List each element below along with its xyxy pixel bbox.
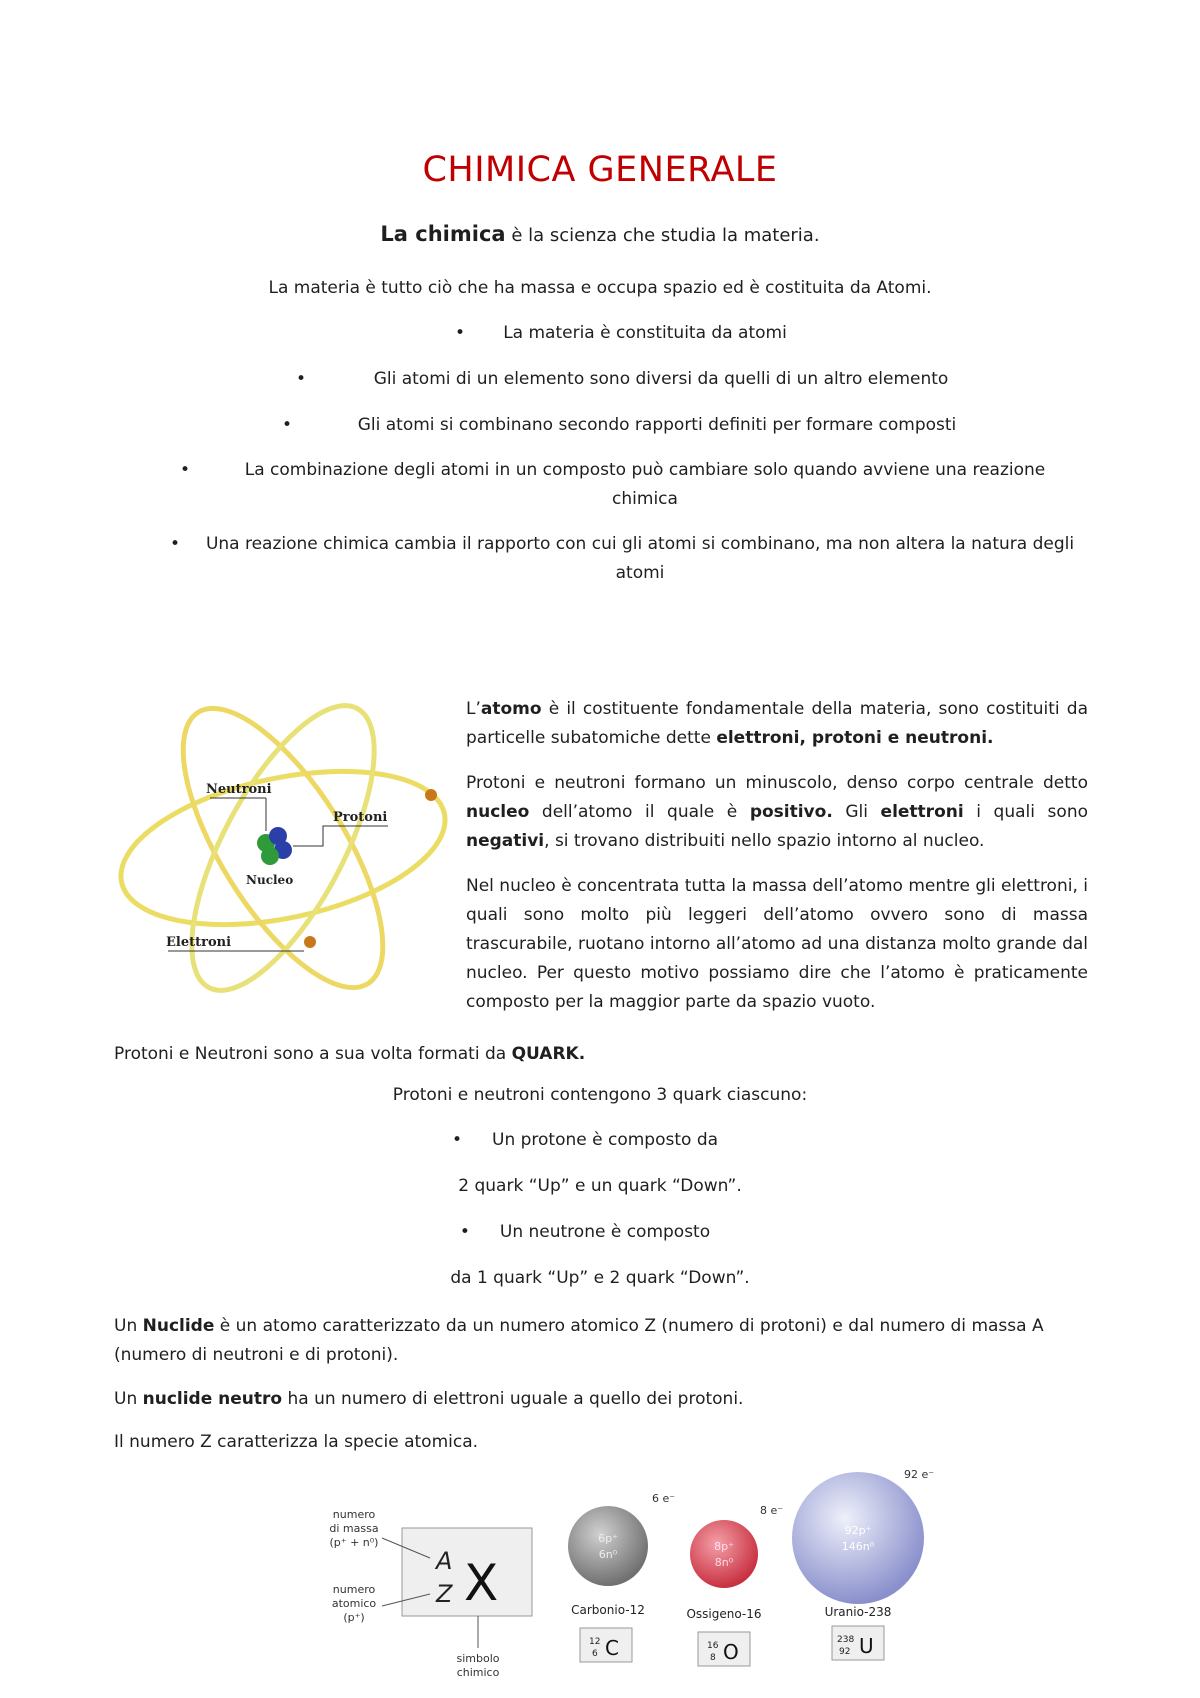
mass-label-line: (p⁺ + n⁰): [329, 1536, 379, 1549]
quark-bullet: [0, 1222, 1200, 1242]
text-run: dell’atomo il quale è: [529, 802, 750, 822]
list-item: [282, 411, 1002, 440]
quark-bullet-text: Un protone è composto da: [492, 1130, 719, 1150]
list-item-text: Gli atomi si combinano secondo rapporti definiti per formare composti: [357, 415, 957, 435]
carbon-electrons: 6 e⁻: [652, 1492, 676, 1505]
text-run: L’: [466, 699, 481, 719]
leader-line: [293, 826, 388, 846]
bold-run: elettroni, protoni e neutroni.: [716, 728, 994, 748]
quark-intro-bold: QUARK.: [511, 1044, 586, 1064]
nuclide-text: Un: [114, 1389, 143, 1409]
uranium-protons: 92p⁺: [844, 1524, 872, 1537]
neutroni-label: Neutroni: [206, 782, 272, 797]
bold-run: positivo.: [749, 802, 833, 822]
uranium-symbol: U: [859, 1634, 874, 1658]
nuclide-diagram: [318, 1466, 948, 1682]
atomic-label-line: numero: [332, 1583, 376, 1596]
oxygen-atom: [690, 1520, 758, 1588]
electron-icon: [304, 936, 316, 948]
quark-intro: [114, 1040, 1094, 1069]
page-title: CHIMICA GENERALE: [422, 150, 778, 190]
oxygen-neutrons: 8n⁰: [714, 1556, 734, 1569]
atom-description: [466, 695, 1088, 1033]
electron-icon: [425, 789, 437, 801]
carbon-name: Carbonio-12: [571, 1603, 645, 1617]
quark-bullet-text: Un neutrone è composto: [499, 1222, 711, 1242]
bullet-icon: •: [459, 1222, 470, 1242]
list-item: [455, 319, 805, 348]
bullet-icon: •: [455, 323, 466, 343]
nuclide-text: è un atomo caratterizzato da un numero atomico Z (numero di protoni) e dal numero di massa A (numero di neutroni e di protoni).: [114, 1316, 1044, 1365]
uranium-name: Uranio-238: [824, 1605, 892, 1619]
carbon-atom: [568, 1506, 648, 1586]
element-symbol: X: [464, 1554, 499, 1612]
nuclide-paragraph-3: Il numero Z caratterizza la specie atomica.: [114, 1432, 479, 1452]
list-item-text: Una reazione chimica cambia il rapporto con cui gli atomi si combinano, ma non altera la natura degli atomi: [205, 534, 1075, 583]
quark-line: Protoni e neutroni contengono 3 quark ciascuno:: [392, 1085, 808, 1105]
list-item-text: La materia è constituita da atomi: [503, 323, 787, 343]
carbon-protons: 6p⁺: [598, 1532, 618, 1545]
uranium-mass: 238: [837, 1635, 855, 1645]
oxygen-name: Ossigeno-16: [686, 1607, 762, 1621]
nuclide-bold: Nuclide: [142, 1316, 215, 1336]
bullet-icon: •: [180, 460, 191, 480]
quark-line: da 1 quark “Up” e 2 quark “Down”.: [450, 1268, 750, 1288]
proton-icon: [261, 847, 279, 865]
bullet-icon: •: [451, 1130, 462, 1150]
list-item-text: Gli atomi di un elemento sono diversi da quelli di un altro elemento: [373, 369, 949, 389]
text-run: Protoni e neutroni formano un minuscolo, denso corpo centrale detto: [466, 773, 1088, 793]
intro-lead: [0, 222, 1200, 246]
quark-line: 2 quark “Up” e un quark “Down”.: [458, 1176, 742, 1196]
text-run: , si trovano distribuiti nello spazio intorno al nucleo.: [544, 831, 985, 851]
nuclide-text: Un: [114, 1316, 143, 1336]
uranium-neutrons: 146n⁰: [841, 1540, 875, 1553]
uranium-electrons: 92 e⁻: [904, 1468, 935, 1481]
text-run: i quali sono: [963, 802, 1088, 822]
nuclide-paragraph-1: [114, 1312, 1094, 1370]
quark-bullet: [0, 1130, 1200, 1150]
carbon-neutrons: 6n⁰: [598, 1548, 618, 1561]
carbon-mass: 12: [589, 1637, 601, 1647]
list-item-text: La combinazione degli atomi in un composto può cambiare solo quando avviene una reazione chimica: [244, 460, 1046, 509]
symbol-label-line: simbolo: [456, 1652, 500, 1665]
atom-diagram: [118, 698, 448, 998]
nucleo-label: Nucleo: [246, 873, 294, 887]
nuclide-text: ha un numero di elettroni uguale a quello dei protoni.: [282, 1389, 744, 1409]
bold-run: negativi: [466, 831, 545, 851]
text-run: è il costituente fondamentale della materia, sono costituiti da particelle subatomiche dette: [466, 699, 1088, 748]
intro-lead-bold: La chimica: [380, 222, 506, 246]
bullet-icon: •: [170, 534, 181, 554]
mass-label-line: di massa: [329, 1522, 379, 1535]
uranium-z: 92: [839, 1647, 851, 1657]
oxygen-protons: 8p⁺: [714, 1540, 734, 1553]
quark-intro-text: Protoni e Neutroni sono a sua volta formati da: [114, 1044, 512, 1064]
oxygen-symbol: O: [723, 1640, 739, 1664]
carbon-z: 6: [592, 1649, 598, 1659]
mass-number-symbol: A: [436, 1547, 453, 1575]
protoni-label: Protoni: [333, 810, 388, 825]
symbol-label-line: chimico: [456, 1666, 500, 1679]
atomic-label-line: (p⁺): [343, 1611, 365, 1624]
atom-paragraph-1: [466, 695, 1088, 753]
atom-paragraph-2: [466, 769, 1088, 856]
oxygen-electrons: 8 e⁻: [760, 1504, 784, 1517]
carbon-symbol: C: [605, 1636, 619, 1660]
bold-run: nucleo: [466, 802, 530, 822]
atom-paragraph-3: Nel nucleo è concentrata tutta la massa dell’atomo mentre gli elettroni, i quali sono molto più leggeri dell’atomo ovvero sono di massa trascurabile, ruotano intorno all’atomo ad una distanza molto grande dal nucleo. Per questo motivo possiamo dire che l’atomo è praticamente composto per la maggior parte da spazio vuoto.: [466, 876, 1088, 1012]
list-item: [170, 530, 1080, 588]
atomic-number-symbol: Z: [436, 1580, 453, 1608]
nuclide-paragraph-2: [114, 1385, 1094, 1414]
bullet-icon: •: [296, 369, 307, 389]
elettroni-label: Elettroni: [166, 935, 232, 950]
intro-lead-rest: è la scienza che studia la materia.: [505, 225, 820, 246]
bold-run: elettroni: [880, 802, 964, 822]
list-item: [180, 456, 1080, 514]
oxygen-z: 8: [710, 1653, 716, 1663]
bold-run: atomo: [480, 699, 542, 719]
mass-label-line: numero: [332, 1508, 376, 1521]
list-item: [296, 365, 996, 394]
uranium-atom: [792, 1472, 924, 1604]
text-run: Gli: [832, 802, 881, 822]
atomic-label-line: atomico: [331, 1597, 377, 1610]
bullet-icon: •: [282, 415, 293, 435]
oxygen-mass: 16: [707, 1641, 719, 1651]
intro-definition: La materia è tutto ciò che ha massa e occupa spazio ed è costituita da Atomi.: [268, 278, 932, 298]
nuclide-bold: nuclide neutro: [142, 1389, 283, 1409]
